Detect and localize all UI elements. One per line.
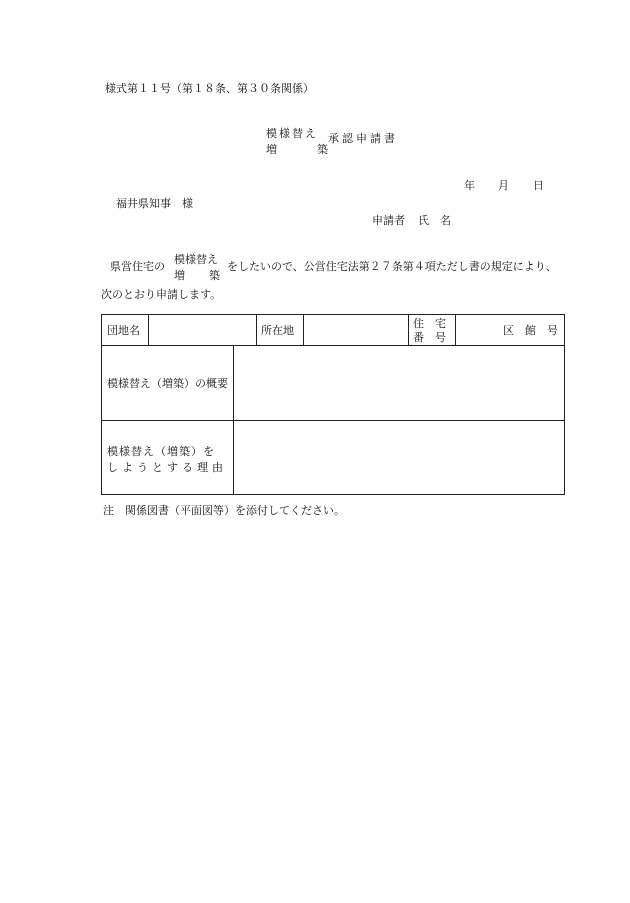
table-label-divider <box>233 345 234 495</box>
table-col-divider-2 <box>256 315 257 345</box>
addressee: 福井県知事 様 <box>116 197 193 210</box>
body-alt-extension-char-2: 築 <box>209 268 220 282</box>
applicant-name-label: 氏 名 <box>418 214 451 227</box>
title-alt-extension-char-2: 築 <box>317 142 328 156</box>
table-col-divider-4 <box>408 315 409 345</box>
body-alternatives <box>174 252 220 284</box>
table-col-divider-5 <box>455 315 456 345</box>
table-row-divider-2 <box>102 420 564 421</box>
note: 注 関係図書（平面図等）を添付してください。 <box>103 504 345 517</box>
table-col-divider-1 <box>148 315 149 345</box>
body-suffix: をしたいので、公営住宅法第２７条第４項ただし書の規定により、 <box>227 260 557 273</box>
title-alt-remodel: 模様替え <box>266 127 318 140</box>
table-row-divider-1 <box>102 345 564 346</box>
ward-building-number-label: 区 館 号 <box>503 324 558 337</box>
house-number-label-bottom: 番 号 <box>413 331 446 344</box>
title-alt-extension-char-1: 増 <box>266 142 277 156</box>
complex-name-label: 団地名 <box>107 324 140 337</box>
body-prefix: 県営住宅の <box>110 260 165 273</box>
body-alt-extension <box>174 268 220 284</box>
title-approval-application: 承認申請書 <box>328 132 398 145</box>
application-table <box>101 314 565 495</box>
location-label: 所在地 <box>261 324 294 337</box>
body-alt-extension-char-1: 増 <box>174 268 185 282</box>
reason-label-line-2: しようとする理由 <box>107 461 227 474</box>
title-alternatives <box>266 126 328 158</box>
date-day: 日 <box>533 179 544 192</box>
body-line-2: 次のとおり申請します。 <box>101 288 222 301</box>
overview-label: 模様替え（増築）の概要 <box>107 377 228 390</box>
applicant-label: 申請者 <box>372 214 405 227</box>
body-alt-remodel: 模様替え <box>174 253 218 266</box>
table-col-divider-3 <box>303 315 304 345</box>
title-alt-extension <box>266 142 328 158</box>
date-month: 月 <box>498 179 509 192</box>
reason-label-line-1: 模様替え（増築）を <box>107 445 215 458</box>
form-number: 様式第１１号（第１８条、第３０条関係） <box>105 82 314 95</box>
date-year: 年 <box>464 179 475 192</box>
house-number-label-top: 住 宅 <box>413 317 446 330</box>
